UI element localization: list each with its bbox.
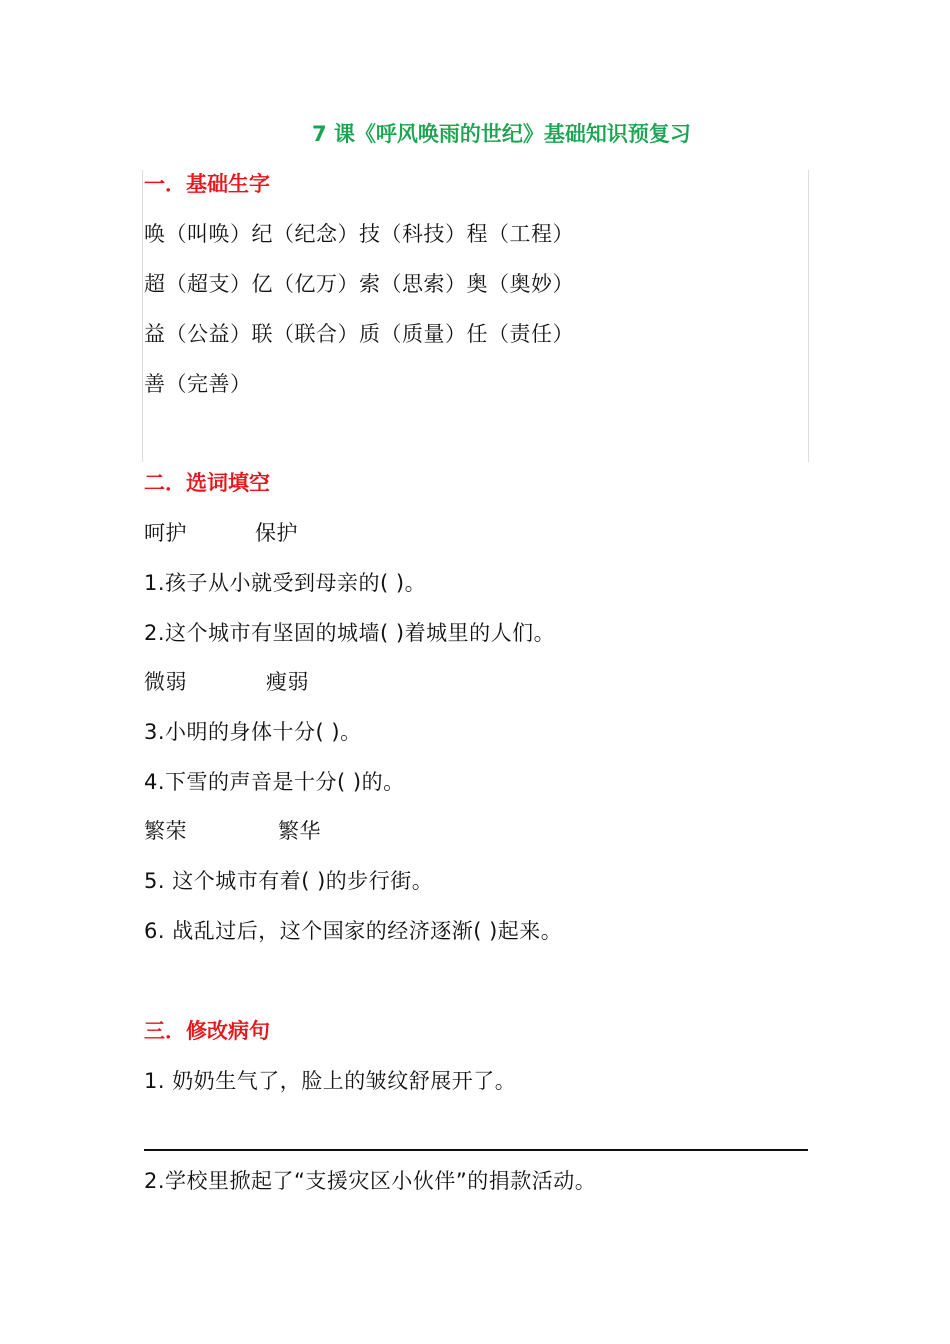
fill-item-4: 4.下雪的声音是十分( )的。	[144, 770, 405, 794]
section1-border-right	[808, 170, 809, 462]
word-choice-2a: 微弱	[144, 670, 187, 694]
word-choice-2b: 瘦弱	[266, 670, 309, 694]
section2-heading: 二．选词填空	[144, 471, 270, 495]
correction-item-1: 1. 奶奶生气了，脸上的皱纹舒展开了。	[144, 1069, 517, 1093]
section1-heading: 一．基础生字	[144, 172, 270, 196]
char-line-1: 唤（叫唤）纪（纪念）技（科技）程（工程）	[144, 222, 574, 246]
word-choice-1a: 呵护	[144, 521, 187, 545]
correction-item-2: 2.学校里掀起了“支援灾区小伙伴”的捐款活动。	[144, 1169, 597, 1193]
char-line-3: 益（公益）联（联合）质（质量）任（责任）	[144, 322, 574, 346]
word-choice-3b: 繁华	[278, 819, 321, 843]
fill-item-2: 2.这个城市有坚固的城墙( )着城里的人们。	[144, 621, 556, 645]
answer-line	[144, 1149, 808, 1151]
fill-item-6: 6. 战乱过后，这个国家的经济逐渐( )起来。	[144, 919, 563, 943]
fill-item-5: 5. 这个城市有着( )的步行街。	[144, 869, 434, 893]
word-choice-3a: 繁荣	[144, 819, 187, 843]
section1-border-left	[142, 170, 143, 462]
char-line-2: 超（超支）亿（亿万）索（思索）奥（奥妙）	[144, 272, 574, 296]
fill-item-1: 1.孩子从小就受到母亲的( )。	[144, 571, 427, 595]
section3-heading: 三．修改病句	[144, 1019, 270, 1043]
fill-item-3: 3.小明的身体十分( )。	[144, 720, 362, 744]
char-line-4: 善（完善）	[144, 372, 252, 396]
page-title: 7 课《呼风唤雨的世纪》基础知识预复习	[312, 122, 691, 146]
word-choice-1b: 保护	[255, 521, 298, 545]
